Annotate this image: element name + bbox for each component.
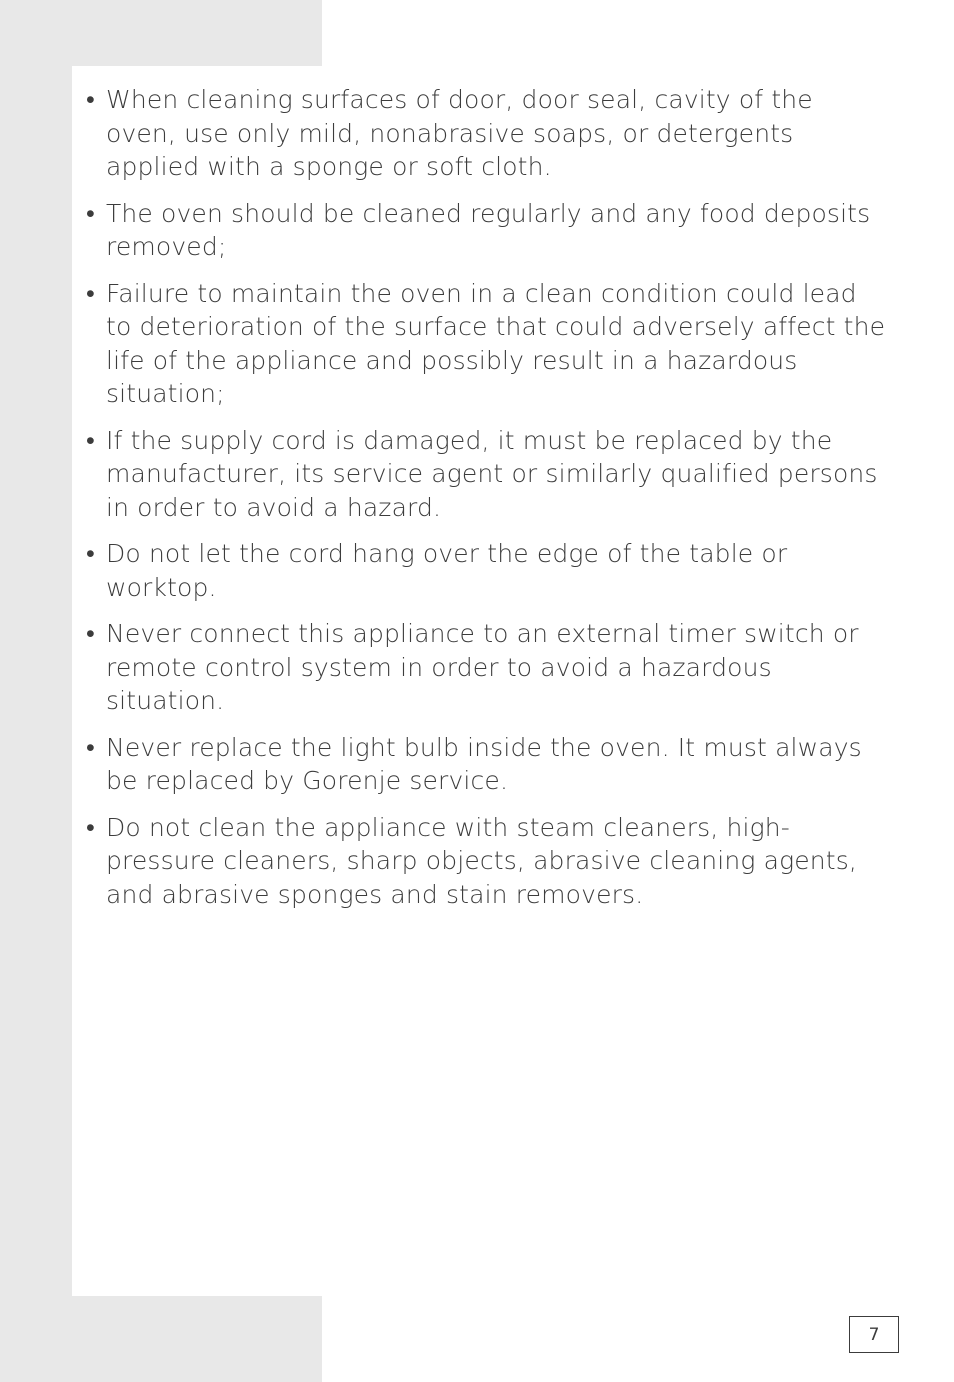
bullet-icon: • [86,278,95,308]
list-item-text: When cleaning surfaces of door, door seal, cavity of the oven, use only mild, nonabrasive soaps, or detergents applied with a sponge or soft cloth. [106,85,813,181]
list-item-text: Do not let the cord hang over the edge of the table or worktop. [106,539,788,602]
list-item-text: Never replace the light bulb inside the oven. It must always be replaced by Gorenje service. [106,732,862,795]
list-item-text: Never connect this appliance to an external timer switch or remote control system in order to avoid a hazardous situation. [106,619,859,715]
list-item-text: If the supply cord is damaged, it must be replaced by the manufacturer, its service agent or similarly qualified persons in order to avoid a hazard. [106,425,878,522]
list-item-text: The oven should be cleaned regularly and any food deposits removed; [106,198,871,261]
list-item [86,811,886,912]
list-item [86,197,886,264]
list-item [86,537,886,604]
list-item [86,83,886,184]
bullet-icon: • [86,85,95,114]
bullet-icon: • [86,198,95,228]
content-panel [72,66,954,1296]
list-item-text: Do not clean the appliance with steam cleaners, high-pressure cleaners, sharp objects, abrasive cleaning agents, and abrasive sponges and stain removers. [106,812,858,909]
list-item [86,277,886,411]
bullet-icon: • [86,619,95,648]
bullet-icon: • [86,812,95,842]
page-number: 7 [849,1316,899,1353]
list-item-text: Failure to maintain the oven in a clean condition could lead to deterioration of the surface that could adversely affect the life of the appliance and possibly result in a hazardous situation; [106,278,886,408]
list-item [86,617,886,718]
bullet-icon: • [86,732,95,762]
bullet-icon: • [86,539,95,568]
list-item [86,731,886,798]
list-item [86,424,886,525]
bullet-icon: • [86,425,95,455]
safety-instructions-list [86,83,886,924]
